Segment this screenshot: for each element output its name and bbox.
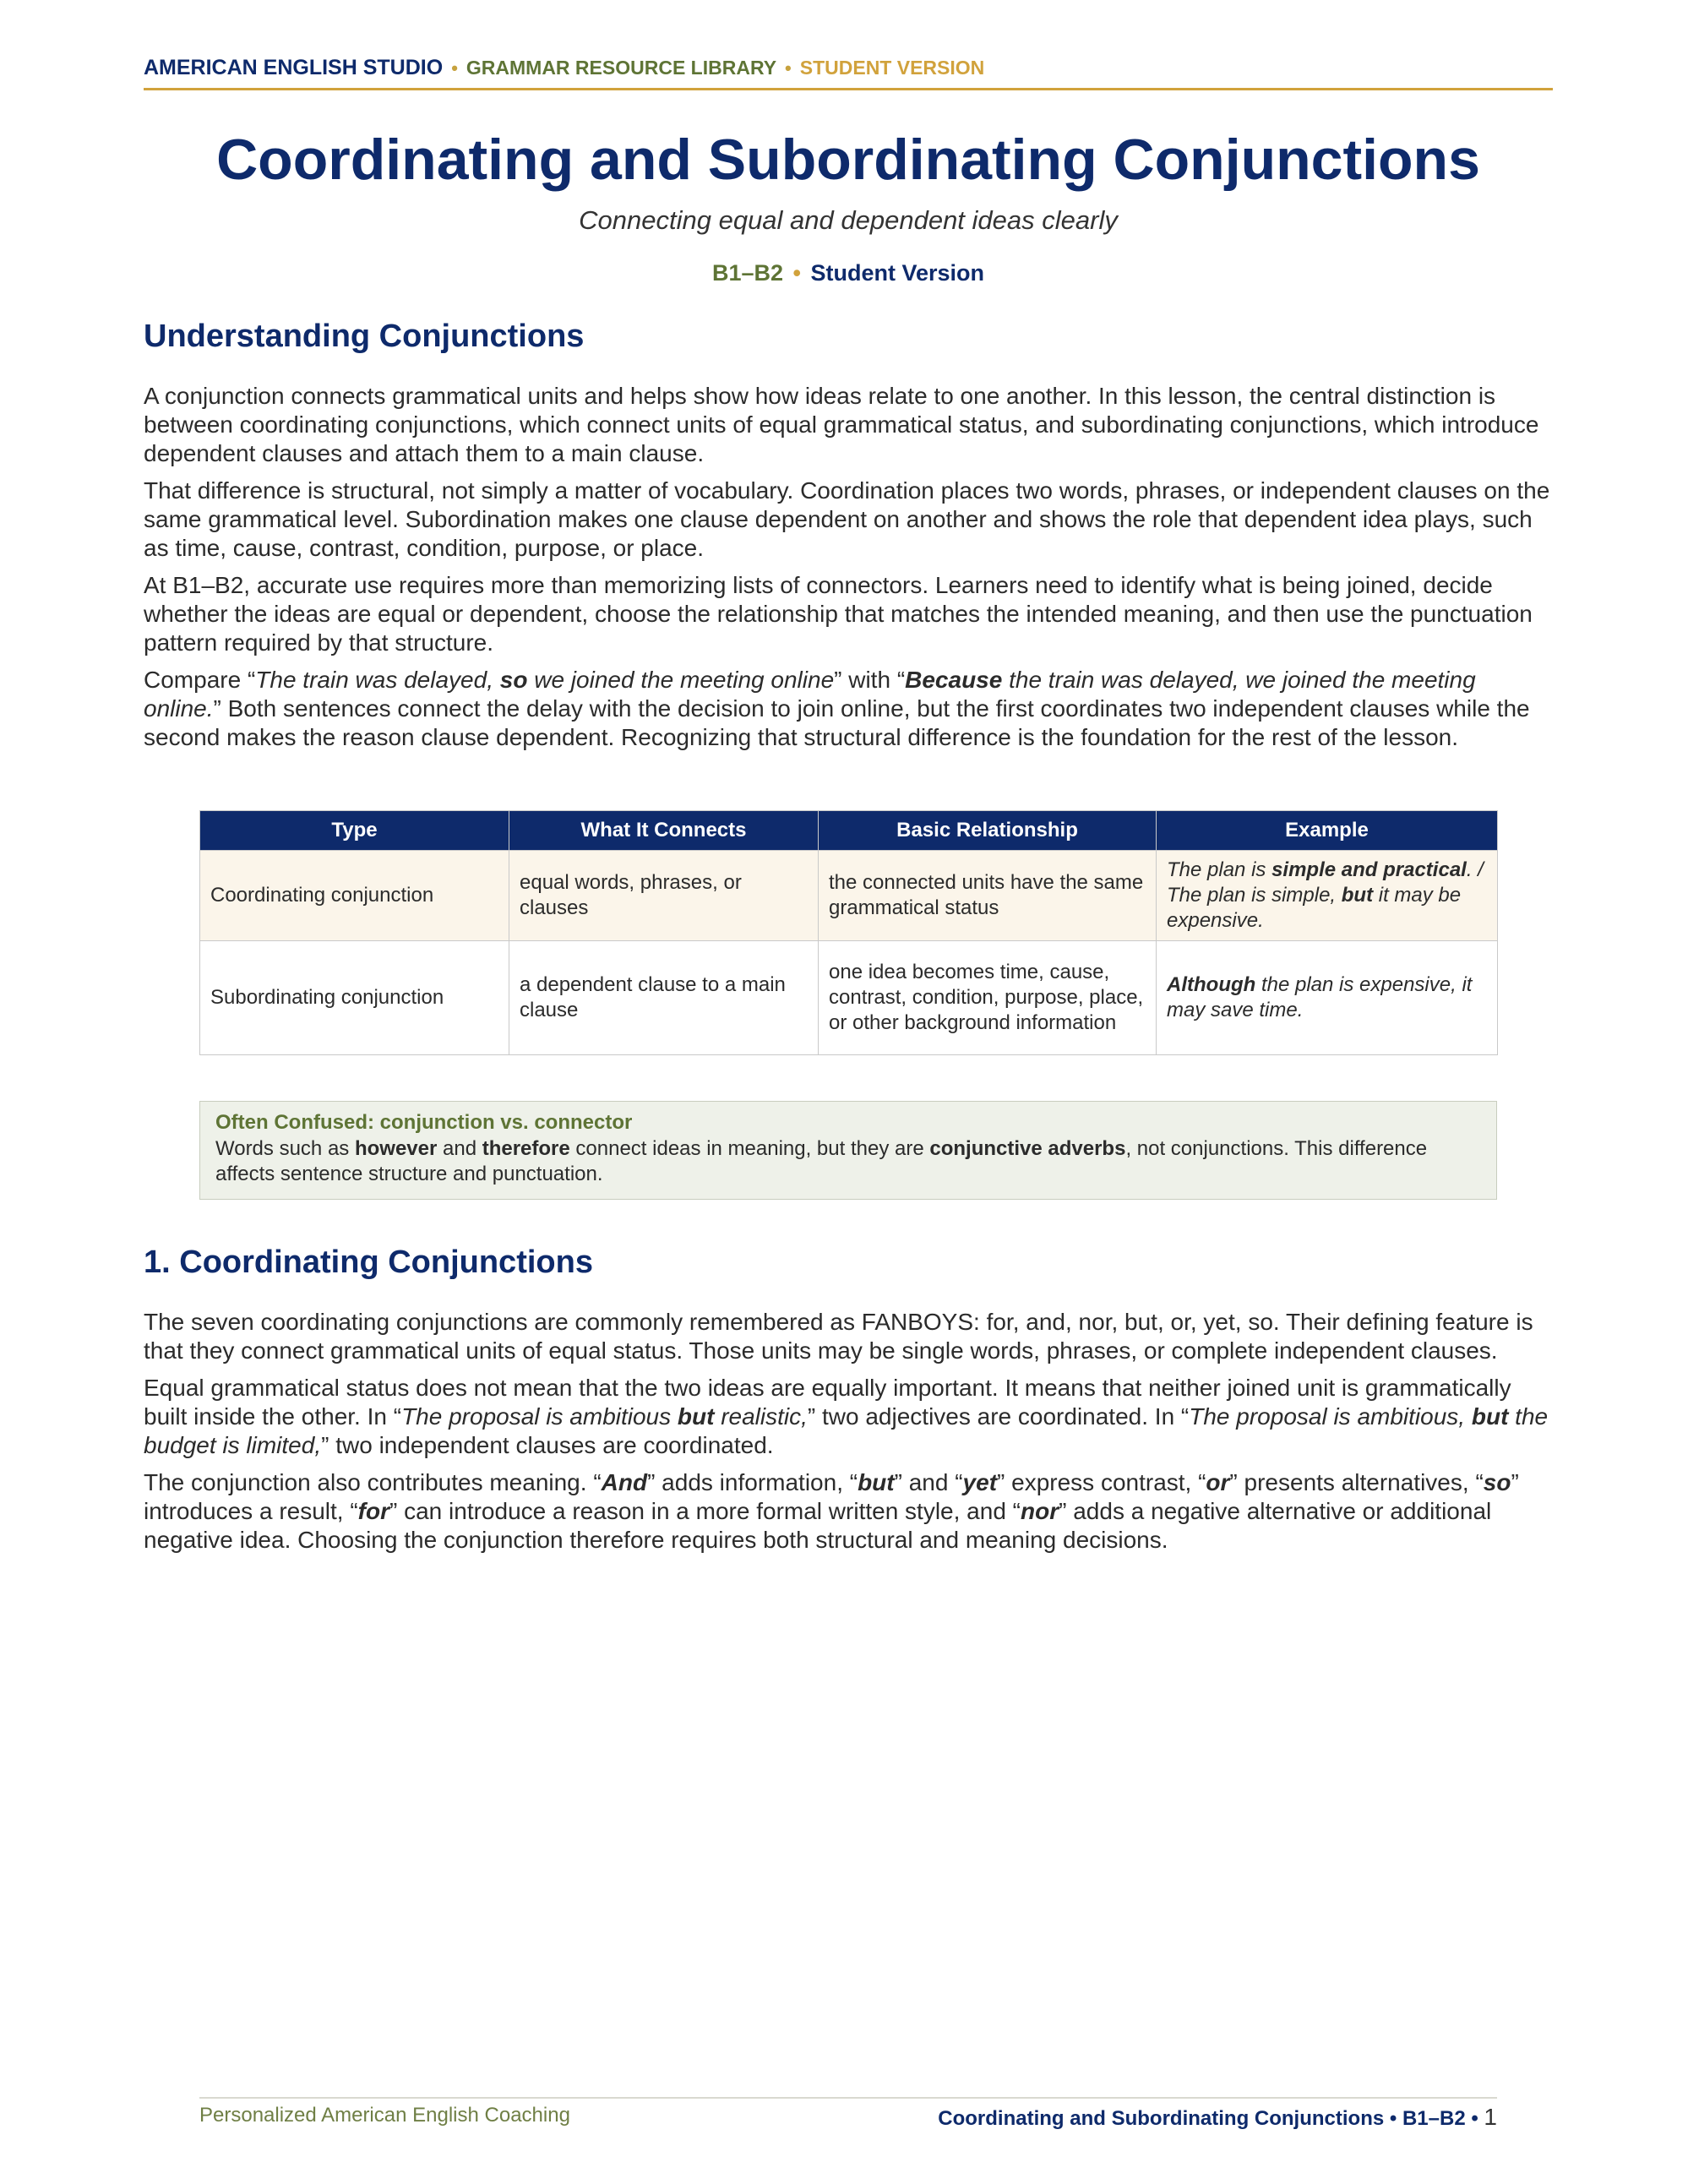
often-confused-callout: [199, 1101, 1497, 1200]
paragraph: That difference is structural, not simply a matter of vocabulary. Coordination places two words, phrases, or independent clauses on the same grammatical level. Subordination makes one clause dependent on another and shows the role that dependent idea plays, such as time, cause, contrast, condition, purpose, or place.: [144, 477, 1550, 561]
text-run: The conjunction also contributes meaning. “: [144, 1469, 602, 1495]
callout-body: [215, 1136, 1481, 1187]
header-bar: [144, 56, 1553, 80]
page-subtitle: Connecting equal and dependent ideas clearly: [579, 205, 1118, 235]
example-keyword: Because: [905, 667, 1003, 693]
column-header: Type: [200, 811, 509, 851]
text-run: ” with “: [834, 667, 906, 693]
text-run: and: [437, 1137, 482, 1160]
callout-keyword: however: [354, 1137, 438, 1160]
text-run: ” two independent clauses are coordinated.: [321, 1432, 774, 1458]
example-keyword: simple and practical: [1271, 858, 1467, 881]
example-text: The plan is: [1167, 858, 1272, 881]
text-run: Words such as: [215, 1137, 355, 1160]
brand-name: AMERICAN ENGLISH STUDIO: [144, 56, 444, 79]
paragraph: [144, 1468, 1553, 1555]
table-cell: equal words, phrases, or clauses: [509, 851, 819, 941]
conjunction-word: so: [1483, 1469, 1511, 1495]
text-run: ” introduces a result, “: [144, 1469, 1519, 1524]
example-text: . / The plan is simple,: [1167, 858, 1484, 907]
column-header: What It Connects: [509, 811, 819, 851]
callout-title: Often Confused: conjunction vs. connector: [215, 1111, 633, 1134]
level-bullet: •: [792, 260, 801, 286]
conjunction-word: yet: [962, 1469, 998, 1495]
footer-tagline: Personalized American English Coaching: [199, 2104, 570, 2127]
example-text: the plan is expensive, it may save time.: [1167, 973, 1473, 1021]
text-run: ” adds a negative alternative or additional negative idea. Choosing the conjunction therefore requires both structural and meaning decisions.: [144, 1498, 1492, 1553]
example-text: realistic,: [714, 1403, 808, 1430]
table-row: [200, 851, 1498, 941]
level-label: Student Version: [810, 260, 985, 286]
example-text: The proposal is ambitious: [401, 1403, 678, 1430]
text-run: ” and “: [894, 1469, 963, 1495]
conjunction-word: And: [601, 1469, 648, 1495]
paragraph: [144, 1374, 1553, 1460]
example-text: it may be expensive.: [1167, 884, 1462, 932]
example-text: The train was delayed,: [255, 667, 500, 693]
table-cell: one idea becomes time, cause, contrast, condition, purpose, place, or other background information: [819, 941, 1157, 1055]
text-run: ” can introduce a reason in a more formal written style, and “: [389, 1498, 1021, 1524]
table-cell: a dependent clause to a main clause: [509, 941, 819, 1055]
footer-title-text: Coordinating and Subordinating Conjunctions • B1–B2 •: [938, 2107, 1478, 2130]
example-text: we joined the meeting online: [527, 667, 835, 693]
level-range: B1–B2: [711, 260, 783, 286]
conjunction-word: but: [858, 1469, 895, 1495]
section-heading-coordinating: 1. Coordinating Conjunctions: [144, 1244, 593, 1280]
text-run: connect ideas in meaning, but they are: [569, 1137, 930, 1160]
paragraph: A conjunction connects grammatical units and helps show how ideas relate to one another. In this lesson, the central distinction is between coordinating conjunctions, which connect units of equal grammatical status, and subordinating conjunctions, which introduce dependent clauses and attach them to a main clause.: [144, 383, 1539, 466]
version-label: STUDENT VERSION: [799, 57, 985, 79]
text-run: ” Both sentences connect the delay with the decision to join online, but the first coordinates two independent clauses while the second makes the reason clause dependent. Recognizing that structural difference is the foundation for the rest of the lesson.: [144, 695, 1530, 750]
text-run: , not conjunctions. This difference affects sentence structure and punctuation.: [215, 1137, 1428, 1185]
callout-keyword: therefore: [482, 1137, 570, 1160]
level-line: [144, 260, 1553, 286]
paragraph: [144, 666, 1553, 752]
page-title: Coordinating and Subordinating Conjunctions: [216, 128, 1480, 192]
column-header: Example: [1157, 811, 1498, 851]
table-cell: Coordinating conjunction: [200, 851, 509, 941]
example-text: The proposal is ambitious,: [1189, 1403, 1472, 1430]
conjunction-comparison-table: [199, 810, 1498, 1055]
column-header: Basic Relationship: [819, 811, 1157, 851]
example-keyword: but: [1341, 884, 1374, 907]
page-number: 1: [1484, 2104, 1497, 2130]
text-run: ” adds information, “: [647, 1469, 858, 1495]
example-text: the train was delayed, we joined the meeting online.: [144, 667, 1476, 722]
header-separator: •: [785, 57, 792, 79]
text-run: ” two adjectives are coordinated. In “: [807, 1403, 1190, 1430]
example-keyword: but: [677, 1403, 715, 1430]
header-divider: [144, 88, 1553, 90]
section-body-understanding: [144, 382, 1553, 760]
table-cell: the connected units have the same grammatical status: [819, 851, 1157, 941]
example-text: the budget is limited,: [144, 1403, 1549, 1458]
table-cell-example: [1157, 851, 1498, 941]
text-run: ” express contrast, “: [997, 1469, 1206, 1495]
paragraph: The seven coordinating conjunctions are commonly remembered as FANBOYS: for, and, nor, but, or, yet, so. Their defining feature is that they connect grammatical units of equal status. Those units may be single words, phrases, or complete independent clauses.: [144, 1309, 1533, 1364]
text-run: Compare “: [144, 667, 256, 693]
section-heading-understanding: Understanding Conjunctions: [144, 319, 585, 354]
example-keyword: Although: [1167, 973, 1256, 996]
conjunction-word: nor: [1021, 1498, 1059, 1524]
section-body-coordinating: [144, 1308, 1553, 1563]
paragraph: At B1–B2, accurate use requires more than memorizing lists of connectors. Learners need to identify what is being joined, decide whether the ideas are equal or dependent, choose the relationship that matches the intended meaning, and then use the punctuation pattern required by that structure.: [144, 572, 1533, 656]
header-separator: •: [451, 57, 458, 79]
conjunction-word: for: [357, 1498, 389, 1524]
table-cell-example: [1157, 941, 1498, 1055]
table-row: [200, 941, 1498, 1055]
table-cell: Subordinating conjunction: [200, 941, 509, 1055]
table-header-row: [200, 811, 1498, 851]
footer-running-title: [938, 2104, 1497, 2131]
library-name: GRAMMAR RESOURCE LIBRARY: [466, 57, 777, 79]
callout-keyword: conjunctive adverbs: [929, 1137, 1126, 1160]
footer-divider: [199, 2097, 1497, 2099]
text-run: ” presents alternatives, “: [1229, 1469, 1484, 1495]
example-keyword: but: [1471, 1403, 1509, 1430]
conjunction-word: or: [1206, 1469, 1230, 1495]
example-keyword: so: [499, 667, 528, 693]
text-run: Equal grammatical status does not mean that the two ideas are equally important. It means that neither joined unit is grammatically built inside the other. In “: [144, 1375, 1511, 1430]
